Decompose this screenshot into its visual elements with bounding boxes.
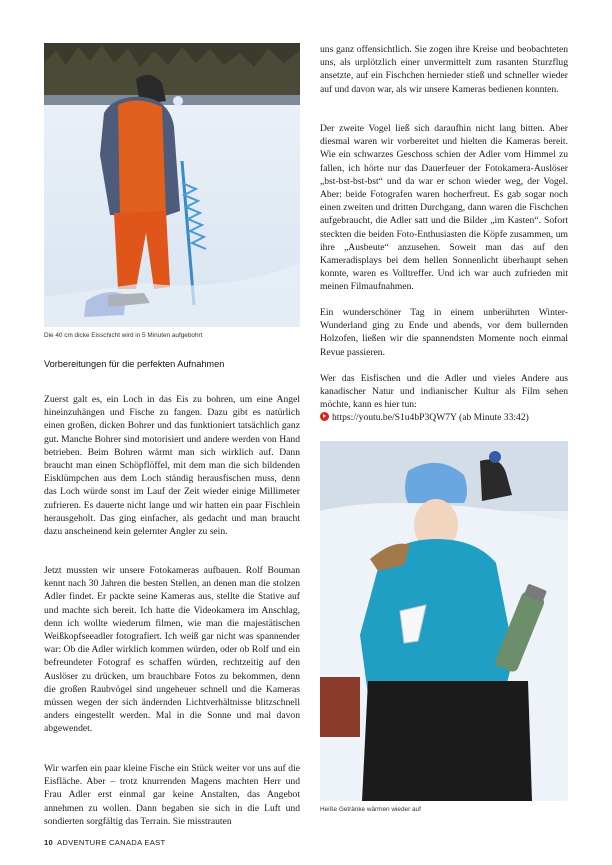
- left-paragraph-1: Zuerst galt es, ein Loch in das Eis zu bohren, um eine Angel hineinzuhängen und Fische zu fangen. Dazu gibt es natürlich einen großen, dicken Bohrer und das funktioniert tatsächlich ganz gut. Manche Bohrer sind motorisiert und andere werden von Hand betrieben. Beim Bohren wärmt man sich wirklich auf. Dann braucht man einen Schöpflöffel, mit dem man die sich bildenden Eisklümpchen aus dem Loch ständig herausfischen muss, denn das Loch würde sonst im Lauf der Zeit wieder einige Millimeter zufrieren. Es dauerte nicht lange und wir hatten ein paar Fischlein herausgeholt. Das ging einfacher, als gedacht und man braucht dazu anscheinend kein gelernter Angler zu sein.: [44, 394, 300, 538]
- right-paragraph-2: Der zweite Vogel ließ sich daraufhin nicht lang bitten. Aber diesmal waren wir vorbereitet und hielten die Kameras bereit. Wie ein schwarzes Geschoss schien der Adler vom Himmel zu fallen, ich hörte nur das Dauerfeuer der Fotokamera-Auslöser „bst-bst-bst-bst“ und da war er schon wieder weg, der Vogel. Aber: beide Fotografen waren hocherfreut. Es gab sogar noch einen zweiten und dritten Durchgang, dann waren die Fischchen aufgebraucht, die Adler satt und die Bilder „im Kasten“. Sofort steckten die beiden Foto-Enthusiasten die Köpfe zusammen, um ihre „Ausbeute“ anzusehen. Soweit man das auf den Kameradisplays bei dem hellen Sonnenlicht überhaupt sehen konnte, waren es Volltreffer. Und ich war auch zufrieden mit meinen Filmaufnahmen.: [320, 123, 568, 293]
- ice-drilling-illustration: [44, 43, 300, 327]
- page-number: 10: [44, 838, 54, 847]
- right-paragraph-1: uns ganz offensichtlich. Sie zogen ihre Kreise und beobachteten uns, als urplötzlich einer unvermittelt zum rasanten Sturzflug ansetzte, auf ein Fischchen hernieder stieß und schneller wieder auf und davon war, als wir unsere Kameras bedienen konnten.: [320, 44, 568, 95]
- ice-drilling-photo: [44, 43, 300, 327]
- video-link-text[interactable]: https://youtu.be/S1u4bP3QW7Y (ab Minute 33:42): [332, 412, 529, 423]
- page-footer: [44, 838, 165, 847]
- photo-caption-hot-drinks: Heiße Getränke wärmen wieder auf: [320, 806, 421, 813]
- hot-drinks-photo: [320, 441, 568, 801]
- magazine-name: ADVENTURE CANADA EAST: [57, 838, 166, 847]
- left-paragraph-2: Jetzt mussten wir unsere Fotokameras aufbauen. Rolf Bouman kennt nach 30 Jahren die besten Stellen, an denen man die stolzen Adler findet. Er packte seine Kameras aus, stellte die Stative auf und machte sich bereit. Ich hatte die Videokamera im Anschlag, denn ich wollte wiederum filmen, wie man die majestätischen Weißkopfseeadler fotografiert. Ich weiß gar nicht was spannender war: Ob die Adler wirklich kommen würden, oder ob Rolf und ein befreundeter Fotograf es schaffen würden, rechtzeitig auf den Auslöser zu drücken, um brauchbare Fotos zu bekommen, denn die großen Raubvögel sind ungeheuer schnell und die Kameras müssen wegen der sich ändernden Lichtverhältnisse blitzschnell anders eingestellt werden. Mal in die Sonne und mal davon abgewendet.: [44, 565, 300, 735]
- photo-caption-ice-drilling: Die 40 cm dicke Eisschicht wird in 5 Minuten aufgebohrt: [44, 332, 203, 339]
- girl-with-thermos-illustration: [320, 441, 568, 801]
- video-link[interactable]: [320, 411, 568, 424]
- play-icon: [320, 412, 329, 421]
- left-paragraph-3: Wir warfen ein paar kleine Fische ein Stück weiter vor uns auf die Eisfläche. Aber – trotz knurrenden Magens machten Herr und Frau Adler erst einmal gar keine Anstalten, das Angebot annehmen zu wollen. Dann begaben sie sich in die Luft und sondierten sorgfältig das Terrain. Sie misstrauten: [44, 763, 300, 827]
- right-paragraph-4: Wer das Eisfischen und die Adler und vieles Andere aus kanadischer Natur und indianischer Kultur als Film sehen möchte, kann es hier tun:: [320, 373, 568, 411]
- section-heading: Vorbereitungen für die perfekten Aufnahmen: [44, 359, 225, 369]
- right-paragraph-3: Ein wunderschöner Tag in einem unberührten Winter-Wunderland ging zu Ende und abends, vor dem bullernden Holzofen, ließen wir die spannendsten Momente noch einmal Revue passieren.: [320, 307, 568, 358]
